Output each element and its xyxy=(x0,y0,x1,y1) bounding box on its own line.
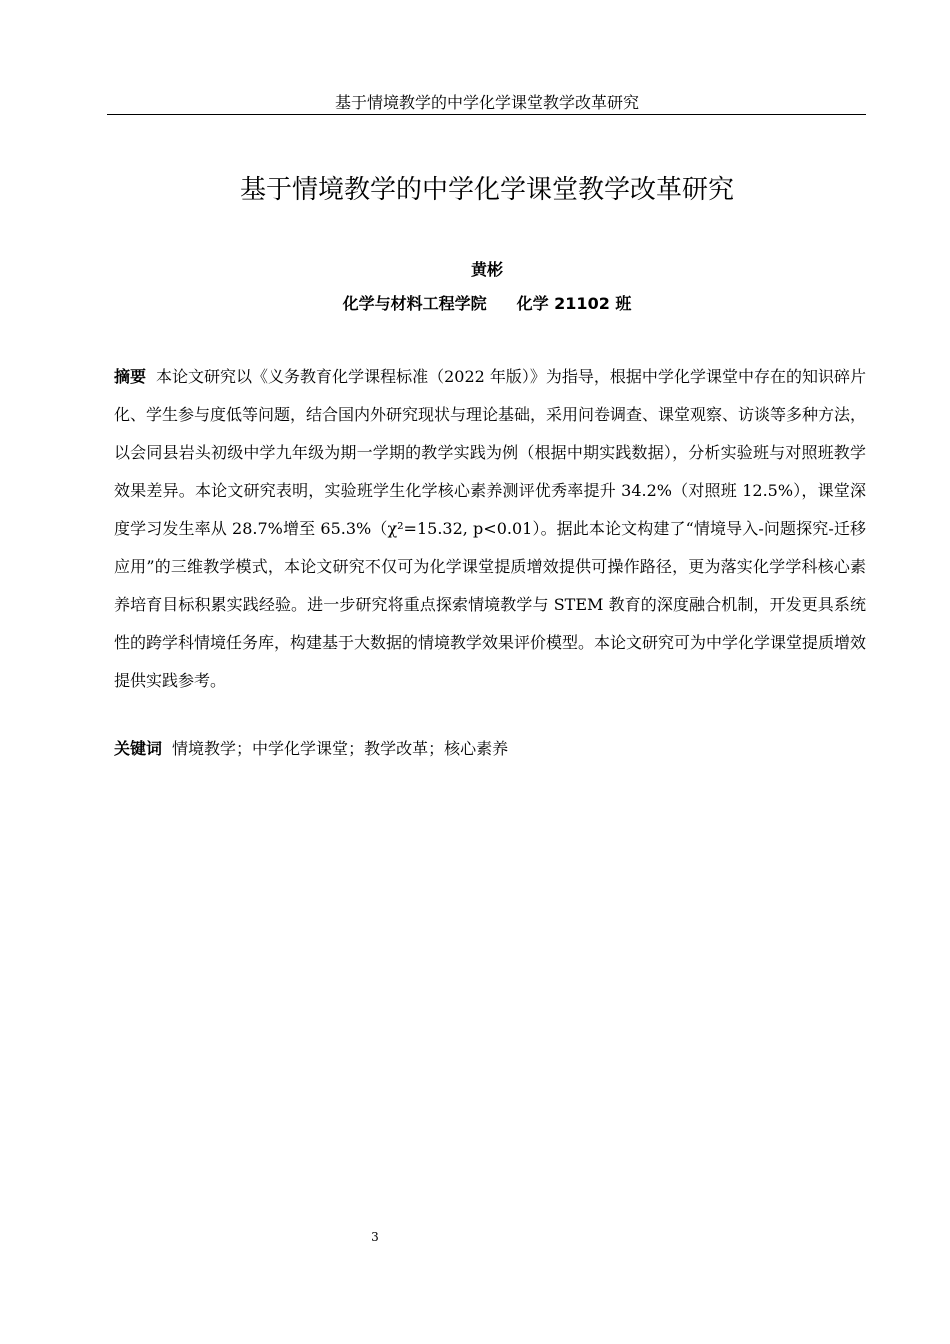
keyword-item: 情境教学 xyxy=(172,739,237,758)
abstract-paragraph xyxy=(114,358,866,700)
running-header: 基于情境教学的中学化学课堂教学改革研究 xyxy=(334,93,639,112)
keyword-item: 教学改革 xyxy=(364,739,429,758)
header-rule xyxy=(107,114,866,115)
abstract-label: 摘要 xyxy=(114,367,147,386)
keyword-item: 中学化学课堂 xyxy=(252,739,349,758)
page-number: 3 xyxy=(371,1230,379,1244)
paper-title: 基于情境教学的中学化学课堂教学改革研究 xyxy=(239,175,734,205)
keywords-line xyxy=(114,734,866,764)
abstract-text: 本论文研究以《义务教育化学课程标准（2022 年版）》为指导，根据中学化学课堂中存在的知识碎片化、学生参与度低等问题，结合国内外研究现状与理论基础，采用问卷调查、课堂观察、访谈等多种方法，以会同县岩头初级中学九年级为期一学期的教学实践为例（根据中期实践数据），分析实验班与对照班教学效果差异。本论文研究表明，实验班学生化学核心素养测评优秀率提升 34.2%（对照班 12.5%），课堂深度学习发生率从 28.7%增至 65.3%（χ²=15.32, p<0.01）。据此本论文构建了“情境导入-问题探究-迁移应用”的三维教学模式，本论文研究不仅可为化学课堂提质增效提供可操作路径，更为落实化学学科核心素养培育目标积累实践经验。进一步研究将重点探索情境教学与 STEM 教育的深度融合机制，开发更具系统性的跨学科情境任务库，构建基于大数据的情境教学效果评价模型。本论文研究可为中学化学课堂提质增效提供实践参考。 xyxy=(114,367,867,690)
affiliation-class: 化学 21102 班 xyxy=(516,294,632,313)
keywords-label: 关键词 xyxy=(114,739,163,758)
keyword-separator xyxy=(236,739,252,758)
author-name: 黄彬 xyxy=(470,260,503,279)
keyword-separator xyxy=(348,739,364,758)
author-affiliation xyxy=(108,290,866,318)
affiliation-school: 化学与材料工程学院 xyxy=(342,294,487,313)
keyword-item: 核心素养 xyxy=(444,739,509,758)
keyword-separator xyxy=(428,739,444,758)
